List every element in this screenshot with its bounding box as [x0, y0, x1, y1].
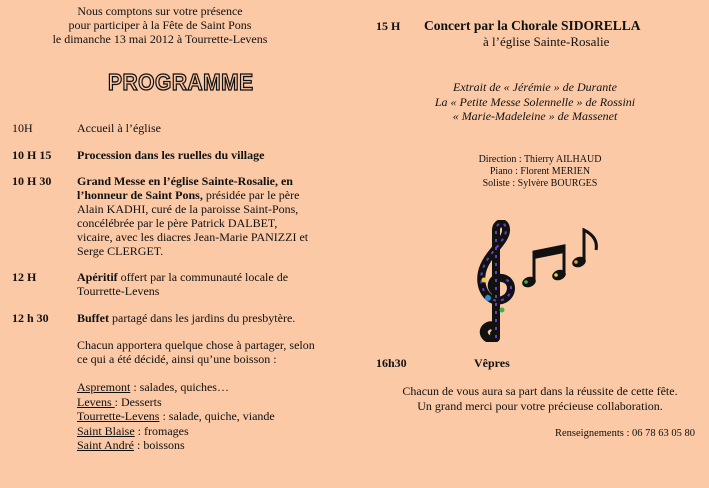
music-notes-icon	[472, 220, 612, 347]
share-note: Chacun apportera quelque chose à partager, selon ce qui a été décidé, ainsi qu’une boisson :	[77, 338, 315, 366]
work-item: « Marie-Madeleine » de Massenet	[452, 109, 618, 123]
assignment-place: Tourrette-Levens	[77, 409, 160, 423]
programme-title: PROGRAMME	[108, 70, 254, 96]
assignment-list	[77, 380, 275, 453]
assignment-items: fromages	[144, 423, 189, 438]
schedule-description	[77, 311, 312, 325]
vepres-time: 16h30	[376, 356, 407, 370]
schedule-row	[12, 270, 312, 300]
schedule-description	[77, 174, 312, 258]
assignment-separator: :	[159, 409, 169, 423]
concert-credits	[440, 154, 640, 190]
assignment-items: salade, quiche, viande	[168, 409, 275, 423]
list-item	[77, 409, 275, 424]
concert-place: à l’église Sainte-Rosalie	[483, 34, 610, 49]
schedule-text: Accueil à l’église	[77, 121, 161, 135]
work-item: La « Petite Messe Solennelle » de Rossini	[434, 94, 636, 109]
work-item: Extrait de « Jérémie » de Durante	[453, 80, 617, 94]
assignment-place: Saint André	[77, 438, 134, 452]
schedule-time: 12 h 30	[12, 311, 49, 325]
credit-item: Soliste : Sylvère BOURGES	[482, 178, 598, 189]
list-item	[77, 380, 275, 395]
list-item	[77, 424, 275, 439]
thanks-line: Un grand merci pour votre précieuse collaboration.	[417, 399, 663, 413]
assignment-place: Aspremont	[77, 380, 131, 394]
assignment-separator: :	[134, 423, 145, 438]
assignment-separator: :	[130, 380, 140, 394]
schedule-row	[12, 311, 312, 325]
schedule-text: présidée par le père Alain KADHI, curé de la paroisse Saint-Pons, concélébrée par le père Patrick DALBET, vicaire, avec les diacres Jean-Marie PANIZZI et Serge CLERGET.	[77, 188, 309, 258]
schedule-time: 10 H 30	[12, 174, 52, 188]
schedule-text: offert par la communauté locale de Tourrette-Levens	[77, 270, 289, 298]
assignment-items: salades, quiches…	[139, 380, 229, 394]
assignment-items: Desserts	[121, 394, 162, 409]
schedule-row	[12, 148, 312, 162]
schedule-time: 12 H	[12, 270, 37, 284]
assignment-items: boissons	[143, 438, 185, 452]
assignment-separator: :	[134, 438, 144, 452]
invitation-line: le dimanche 13 mai 2012 à Tourrette-Levens	[52, 32, 268, 46]
assignment-separator: :	[114, 394, 121, 409]
assignment-place: Levens	[77, 394, 115, 409]
schedule-highlight: Buffet	[77, 311, 109, 325]
invitation-line: Nous comptons sur votre présence	[77, 4, 243, 18]
schedule-row	[12, 174, 312, 258]
concert-time: 15 H	[376, 19, 401, 33]
concert-works	[410, 80, 660, 124]
list-item	[77, 395, 275, 410]
schedule-text: partagé dans les jardins du presbytère.	[109, 311, 296, 325]
credit-item: Piano : Florent MERIEN	[489, 166, 591, 177]
schedule-row	[12, 121, 312, 135]
schedule-highlight: Grand Messe en l’église Sainte-Rosalie, en l’honneur de Saint Pons,	[77, 174, 293, 202]
contact-info: Renseignements : 06 78 63 05 80	[555, 428, 695, 439]
concert-title: Concert par la Chorale SIDORELLA	[424, 18, 641, 33]
invitation-header	[30, 4, 290, 46]
credit-item: Direction : Thierry AILHAUD	[478, 154, 602, 165]
invitation-line: pour participer à la Fête de Saint Pons	[68, 18, 252, 32]
schedule-text: Procession dans les ruelles du village	[77, 148, 265, 162]
assignment-place: Saint Blaise	[77, 423, 135, 438]
list-item	[77, 438, 275, 453]
thanks-message	[380, 384, 700, 414]
schedule-time: 10 H 15	[12, 148, 52, 162]
treble-clef-icon	[472, 220, 612, 342]
schedule-highlight: Apéritif	[77, 270, 118, 284]
vepres-label: Vêpres	[474, 356, 510, 370]
thanks-line: Chacun de vous aura sa part dans la réussite de cette fête.	[402, 384, 678, 398]
schedule-description	[77, 270, 312, 298]
schedule-time: 10H	[12, 121, 33, 135]
